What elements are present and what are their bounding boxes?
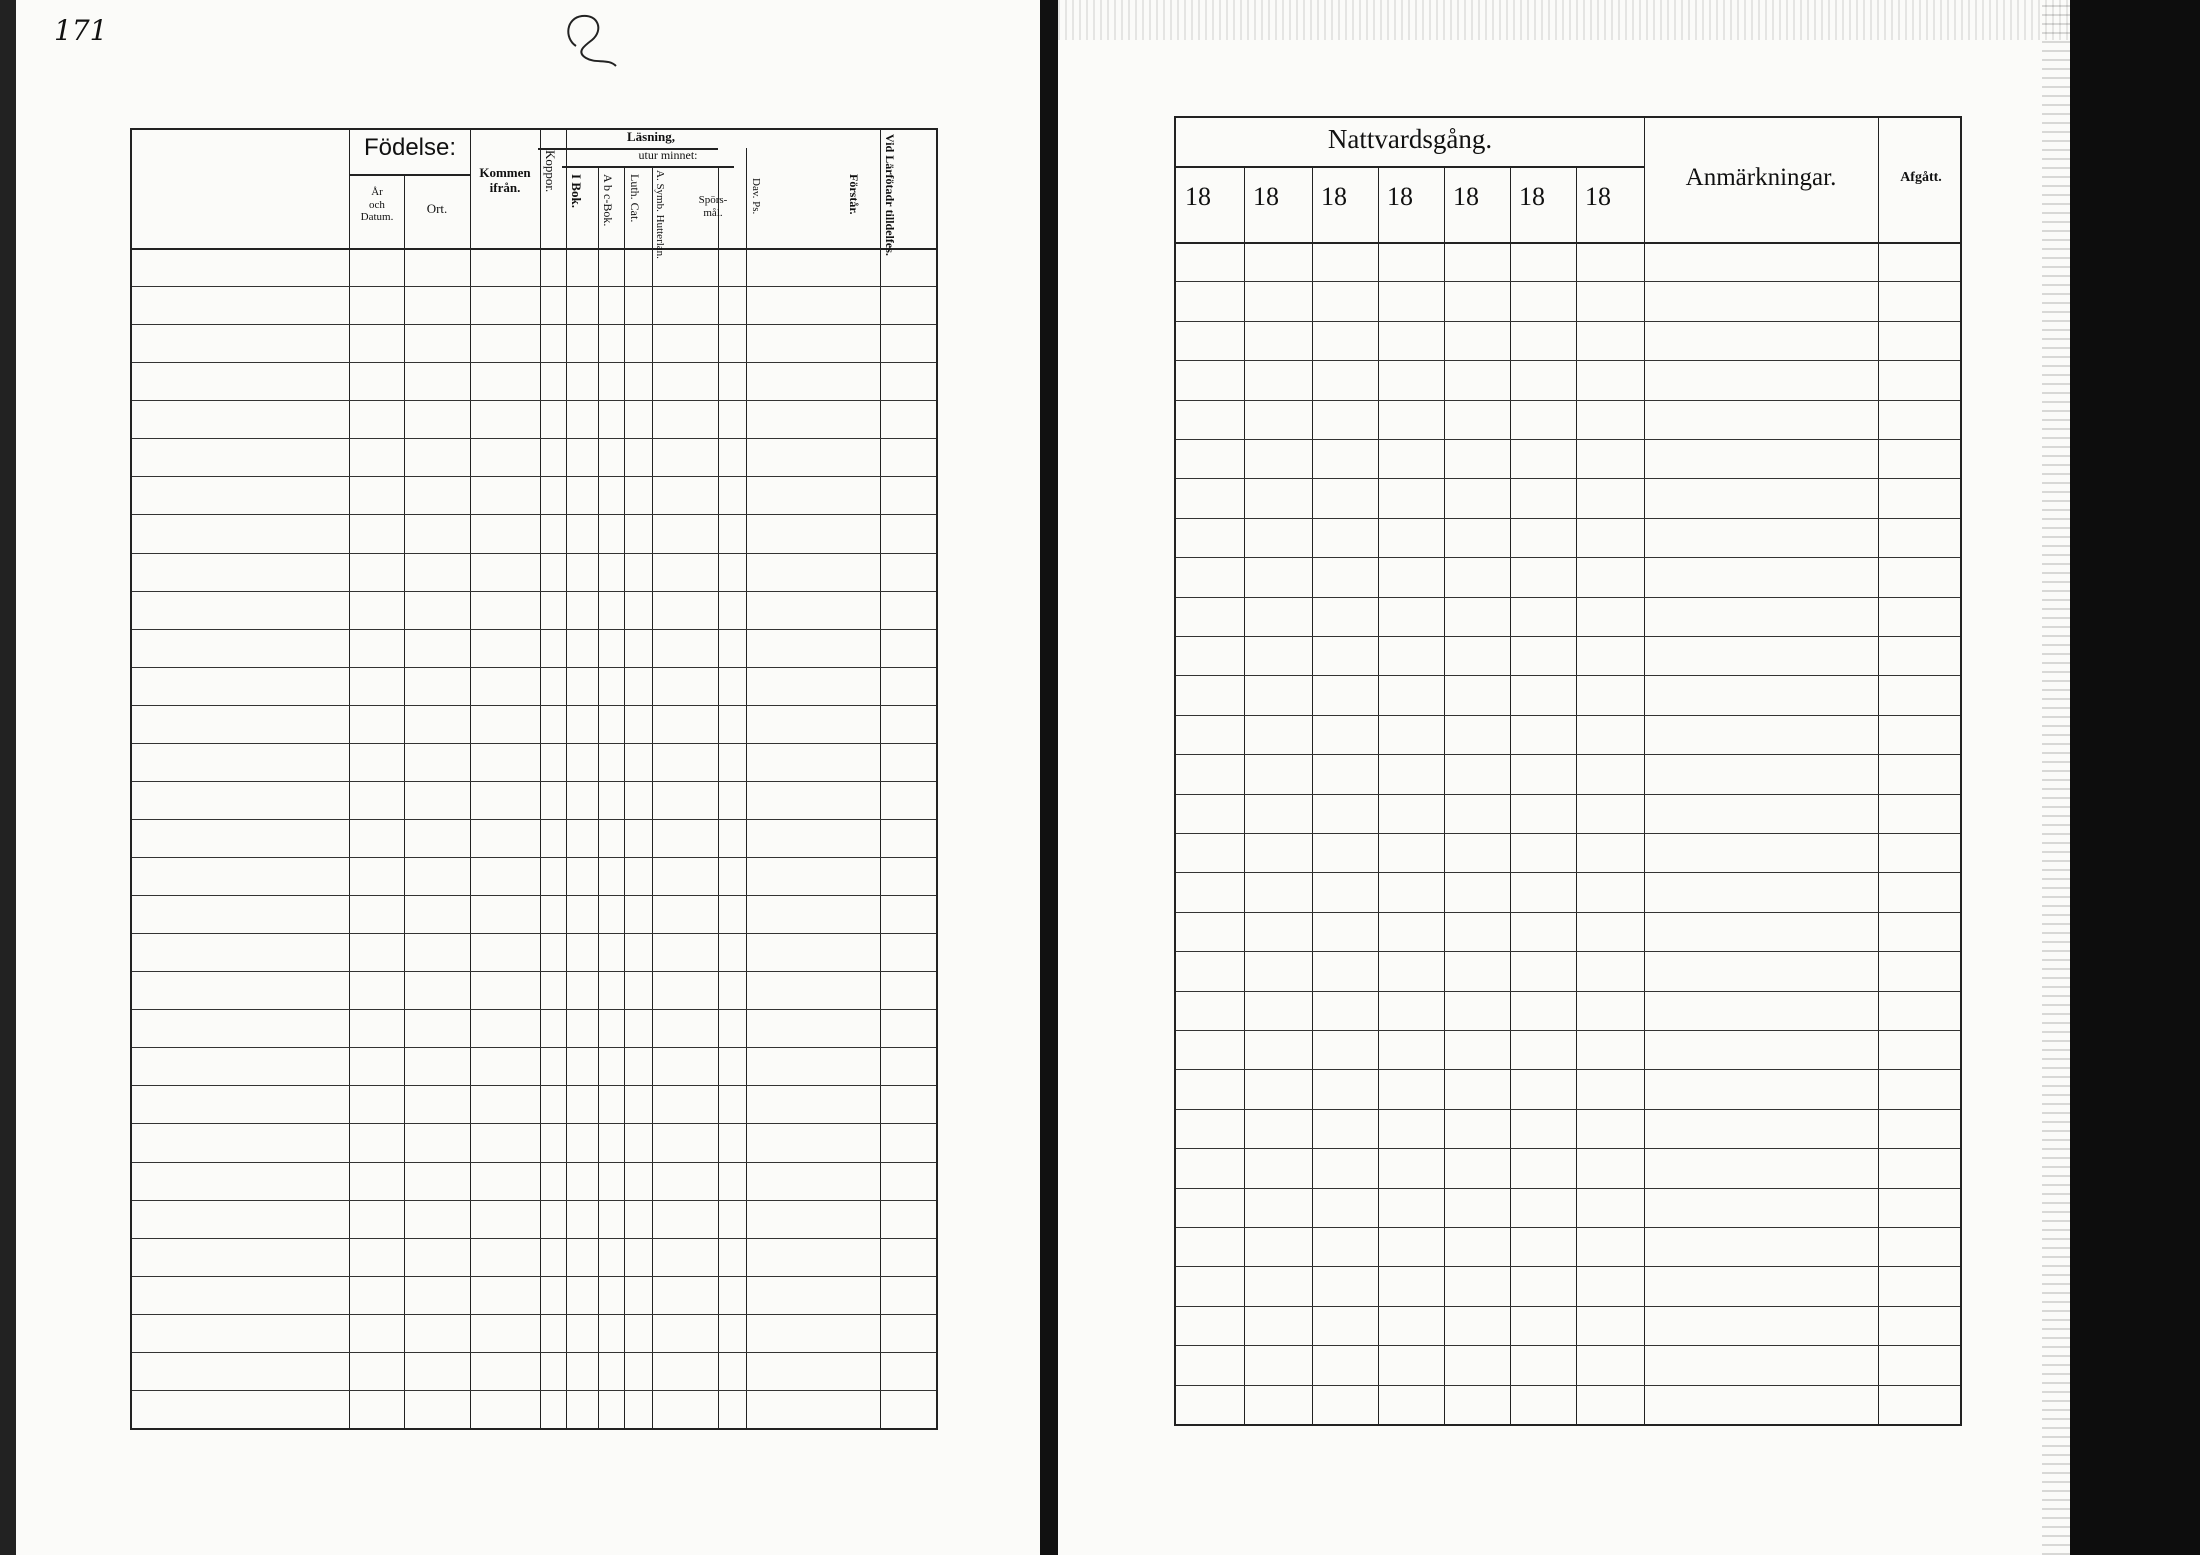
table-row-rule xyxy=(1176,400,1960,401)
table-row-rule xyxy=(132,857,936,858)
table-row-rule xyxy=(1176,1345,1960,1346)
table-row-rule xyxy=(1176,1148,1960,1149)
table-row-rule xyxy=(1176,1306,1960,1307)
header-abc-bok: A b c-Bok. xyxy=(601,174,615,227)
header-year-6: 18 xyxy=(1519,182,1545,211)
table-row-rule xyxy=(132,400,936,401)
table-row-rule xyxy=(1176,872,1960,873)
header-lasning: Läsning, xyxy=(626,129,676,144)
table-row-rule xyxy=(1176,518,1960,519)
table-row-rule xyxy=(1176,1069,1960,1070)
table-row-rule xyxy=(1176,833,1960,834)
header-year-7: 18 xyxy=(1585,182,1611,211)
header-koppor: Koppor. xyxy=(543,150,558,193)
scan-gutter-left xyxy=(0,0,16,1555)
table-row-rule xyxy=(1176,1385,1960,1386)
table-row-rule xyxy=(1176,478,1960,479)
table-row-rule xyxy=(132,553,936,554)
table-row-rule xyxy=(1176,754,1960,755)
table-row-rule xyxy=(132,1352,936,1353)
table-row-rule xyxy=(132,1238,936,1239)
table-row-rule xyxy=(132,971,936,972)
table-row-rule xyxy=(1176,439,1960,440)
table-row-rule xyxy=(1176,281,1960,282)
header-nattvardsgang: Nattvardsgång. xyxy=(1327,124,1493,154)
table-row-rule xyxy=(132,324,936,325)
scan-speckle xyxy=(1058,0,2070,40)
header-anmarkningar: Anmärkningar. xyxy=(1685,164,1837,191)
scan-gutter-right xyxy=(2070,0,2200,1555)
table-row-rule xyxy=(1176,1188,1960,1189)
left-register-table xyxy=(130,128,938,1430)
header-afgatt: Afgått. xyxy=(1900,170,1942,185)
table-row-rule xyxy=(1176,675,1960,676)
header-ort: Ort. xyxy=(426,201,448,216)
header-year-4: 18 xyxy=(1387,182,1413,211)
right-register-table xyxy=(1174,116,1962,1426)
header-vid-larfoten: Vid Lärfötadr tilldelfes. xyxy=(883,134,897,256)
table-row-rule xyxy=(132,286,936,287)
table-row-rule xyxy=(132,819,936,820)
header-sporsmal: Spörs- mål. xyxy=(698,194,728,219)
table-row-rule xyxy=(132,1314,936,1315)
table-row-rule xyxy=(132,743,936,744)
table-row-rule xyxy=(132,895,936,896)
header-a-symb-hutterlan: A. Symb. Hutterlan. xyxy=(654,170,666,259)
table-row-rule xyxy=(1176,557,1960,558)
right-page xyxy=(1058,0,2070,1555)
table-row-rule xyxy=(1176,991,1960,992)
header-utur-minnet: utur minnet: xyxy=(638,148,698,162)
header-kommen-ifran: Kommen ifrån. xyxy=(479,165,531,195)
header-year-5: 18 xyxy=(1453,182,1479,211)
table-row-rule xyxy=(1176,597,1960,598)
table-row-rule xyxy=(132,1009,936,1010)
book-spine xyxy=(1040,0,1058,1555)
table-row-rule xyxy=(132,1123,936,1124)
table-row-rule xyxy=(1176,1227,1960,1228)
header-dav-ps: Dav. Ps. xyxy=(750,178,762,215)
left-page xyxy=(16,0,1040,1555)
table-row-rule xyxy=(132,362,936,363)
table-row-rule xyxy=(132,1047,936,1048)
table-row-rule xyxy=(132,933,936,934)
header-luth-cat: Luth. Cat. xyxy=(628,174,642,223)
table-row-rule xyxy=(132,1162,936,1163)
header-i-bok: I Bok. xyxy=(569,174,584,208)
table-row-rule xyxy=(1176,360,1960,361)
header-ar-och-datum: År och Datum. xyxy=(360,186,394,224)
table-row-rule xyxy=(132,1390,936,1391)
table-row-rule xyxy=(1176,321,1960,322)
table-row-rule xyxy=(132,514,936,515)
page-edge-shadow xyxy=(2042,0,2070,1555)
table-row-rule xyxy=(1176,1030,1960,1031)
table-row-rule xyxy=(1176,1109,1960,1110)
table-row-rule xyxy=(1176,636,1960,637)
handwritten-mark-icon xyxy=(556,8,626,72)
table-row-rule xyxy=(132,591,936,592)
table-row-rule xyxy=(1176,1266,1960,1267)
table-row-rule xyxy=(132,629,936,630)
folio-number: 171 xyxy=(54,14,108,47)
table-row-rule xyxy=(132,781,936,782)
header-forstar: Förstår. xyxy=(847,174,861,215)
header-year-3: 18 xyxy=(1321,182,1347,211)
table-row-rule xyxy=(1176,912,1960,913)
table-row-rule xyxy=(1176,794,1960,795)
table-row-rule xyxy=(1176,951,1960,952)
table-row-rule xyxy=(132,1200,936,1201)
table-row-rule xyxy=(132,438,936,439)
header-year-2: 18 xyxy=(1253,182,1279,211)
table-row-rule xyxy=(132,1276,936,1277)
table-row-rule xyxy=(132,705,936,706)
table-row-rule xyxy=(132,1085,936,1086)
table-row-rule xyxy=(1176,715,1960,716)
header-year-1: 18 xyxy=(1185,182,1211,211)
table-row-rule xyxy=(132,476,936,477)
table-row-rule xyxy=(132,667,936,668)
header-fodelse: Födelse: xyxy=(363,134,457,161)
